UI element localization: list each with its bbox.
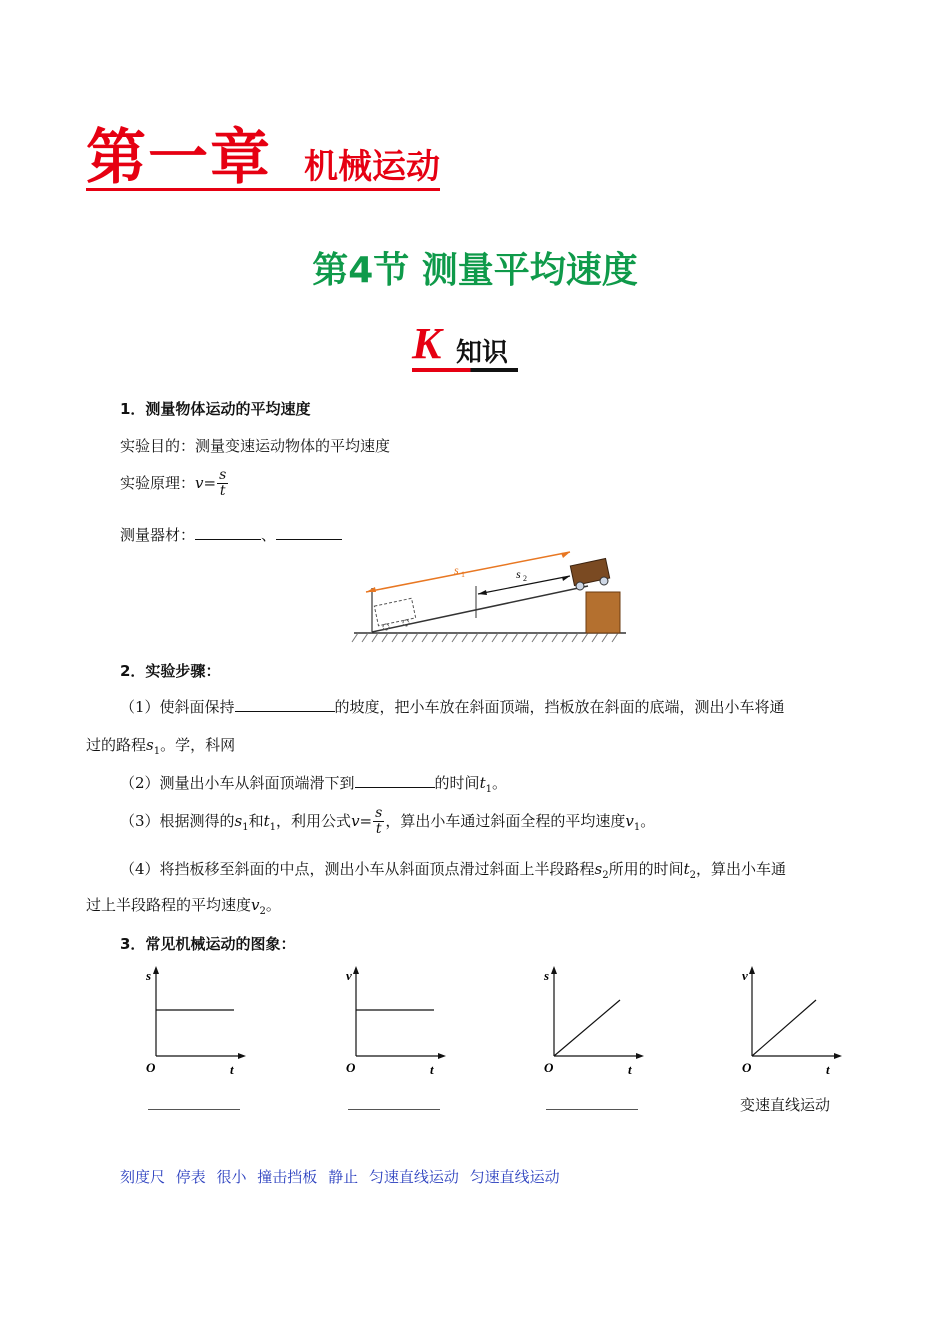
step2-text-b: 的时间 xyxy=(434,774,480,792)
x-axis-arrow xyxy=(238,1053,246,1059)
x-label: t xyxy=(628,1062,632,1077)
step4-line1 xyxy=(120,858,786,881)
origin-label: O xyxy=(742,1060,752,1075)
badge-underline xyxy=(412,368,518,372)
chapter-number: 第一章 xyxy=(86,123,272,193)
step1-text-c: 过的路程 xyxy=(86,736,147,754)
graph-st-diagonal xyxy=(538,962,648,1078)
cart-wheel-2 xyxy=(600,577,608,585)
item1-purpose: 实验目的：测量变速运动物体的平均速度 xyxy=(120,437,391,455)
step2-var: t xyxy=(479,774,486,792)
principle-label: 实验原理： xyxy=(120,473,196,492)
step1-var: s xyxy=(146,736,154,754)
incline-diagram xyxy=(350,550,630,650)
step3-text-b: ，利用公式 xyxy=(276,811,352,830)
step3-fraction xyxy=(373,806,384,838)
step1-sub: 1 xyxy=(153,746,161,757)
graph3-answer-blank xyxy=(546,1108,638,1110)
y-label: s xyxy=(544,968,550,983)
graph4-caption: 变速直线运动 xyxy=(740,1096,831,1114)
x-axis-arrow xyxy=(834,1053,842,1059)
y-label: s xyxy=(146,968,152,983)
step1-text-a: （1）使斜面保持 xyxy=(120,698,235,716)
y-axis-arrow xyxy=(551,966,557,974)
cart-start-dashed xyxy=(374,598,415,625)
step4-s-sub: 2 xyxy=(602,870,609,881)
step3-t-sub: 1 xyxy=(269,821,277,833)
step1-line2 xyxy=(86,734,235,757)
item1-heading: 1．测量物体运动的平均速度 xyxy=(120,400,311,418)
principle-fraction xyxy=(217,468,228,500)
graph-st-horizontal xyxy=(140,962,250,1078)
support-block xyxy=(586,592,620,633)
s1-label: s xyxy=(454,563,459,577)
y-axis-arrow xyxy=(153,966,159,974)
step3 xyxy=(120,806,655,838)
step3-end: 。 xyxy=(640,811,656,830)
badge-label: 知识 xyxy=(456,338,509,368)
origin-label: O xyxy=(346,1060,356,1075)
materials-blank-1 xyxy=(195,525,261,540)
step3-s: s xyxy=(234,811,243,830)
x-axis-arrow xyxy=(636,1053,644,1059)
y-label: v xyxy=(742,968,748,983)
step3-v: v xyxy=(351,811,360,830)
step1-line1 xyxy=(120,696,785,717)
x-label: t xyxy=(430,1062,434,1077)
section-title: 第4节 测量平均速度 xyxy=(312,250,638,291)
materials-sep: 、 xyxy=(261,526,277,544)
s1-label-sub: 1 xyxy=(461,570,465,579)
step3-v1: v xyxy=(625,811,634,830)
step4-text-c: ，算出小车通 xyxy=(696,860,787,878)
item1-materials xyxy=(120,524,342,545)
step4-s: s xyxy=(594,860,603,878)
step3-t: t xyxy=(263,811,270,830)
step2-sub: 1 xyxy=(485,784,492,795)
fraction-numerator: s xyxy=(219,467,227,483)
step4-t: t xyxy=(683,860,690,878)
step3-eq: = xyxy=(359,811,373,830)
s1-arrowhead-left xyxy=(366,587,376,592)
materials-label: 测量器材： xyxy=(120,526,196,544)
step4-v: v xyxy=(251,896,260,914)
step4-end: 。 xyxy=(265,896,281,914)
materials-blank-2 xyxy=(276,525,342,540)
s2-label: s xyxy=(516,567,521,581)
graph2-answer-blank xyxy=(348,1108,440,1110)
knowledge-badge xyxy=(412,319,522,372)
step4-text-d: 过上半段路程的平均速度 xyxy=(86,896,252,914)
step3-frac-den: t xyxy=(375,821,382,838)
x-label: t xyxy=(826,1062,830,1077)
item3-heading: 3．常见机械运动的图象： xyxy=(120,935,296,953)
step3-text-a: （3）根据测得的 xyxy=(120,811,235,830)
step1-text-d: 。学，科网 xyxy=(160,736,236,754)
chapter-name: 机械运动 xyxy=(304,147,440,187)
principle-eq: = xyxy=(203,473,217,492)
x-axis-arrow xyxy=(438,1053,446,1059)
step4-text-b: 所用的时间 xyxy=(608,860,684,878)
step1-text-b: 的坡度，把小车放在斜面顶端，挡板放在斜面的底端，测出小车将通 xyxy=(334,698,785,716)
s2-label-sub: 2 xyxy=(523,574,527,583)
step2-blank xyxy=(355,773,435,788)
step2-text-a: （2）测量出小车从斜面顶端滑下到 xyxy=(120,774,355,792)
step3-text-c: ，算出小车通过斜面全程的平均速度 xyxy=(385,811,626,830)
graph-vt-horizontal xyxy=(340,962,450,1078)
chapter-title xyxy=(86,123,440,193)
y-axis-arrow xyxy=(749,966,755,974)
item1-principle xyxy=(120,468,229,500)
graph-line xyxy=(554,1000,620,1056)
step3-s-sub: 1 xyxy=(242,821,249,833)
s1-arrowhead-right xyxy=(561,552,570,558)
principle-var: v xyxy=(195,473,204,492)
step4-t-sub: 2 xyxy=(689,870,697,881)
step2-text-c: 。 xyxy=(491,774,507,792)
step2 xyxy=(120,772,507,795)
ground-hatch xyxy=(352,633,618,642)
origin-label: O xyxy=(146,1060,156,1075)
x-label: t xyxy=(230,1062,234,1077)
step4-text-a: （4）将挡板移至斜面的中点，测出小车从斜面顶点滑过斜面上半段路程 xyxy=(120,860,595,878)
step4-line2 xyxy=(86,894,281,917)
step4-v-sub: 2 xyxy=(259,906,266,917)
graph-vt-diagonal xyxy=(736,962,846,1078)
step3-and: 和 xyxy=(248,811,264,830)
y-label: v xyxy=(346,968,352,983)
graph1-answer-blank xyxy=(148,1108,240,1110)
answer-key: 刻度尺 停表 很小 撞击挡板 静止 匀速直线运动 匀速直线运动 xyxy=(120,1168,560,1186)
item2-heading: 2．实验步骤： xyxy=(120,662,221,680)
cart-wheel xyxy=(576,582,584,590)
graph-line xyxy=(752,1000,816,1056)
badge-letter: K xyxy=(412,319,442,368)
step3-frac-num: s xyxy=(375,805,383,821)
y-axis-arrow xyxy=(353,966,359,974)
step1-blank xyxy=(235,697,335,712)
s1-arrow xyxy=(366,552,570,592)
origin-label: O xyxy=(544,1060,554,1075)
step3-v1-sub: 1 xyxy=(633,821,641,833)
fraction-denominator: t xyxy=(219,483,226,500)
